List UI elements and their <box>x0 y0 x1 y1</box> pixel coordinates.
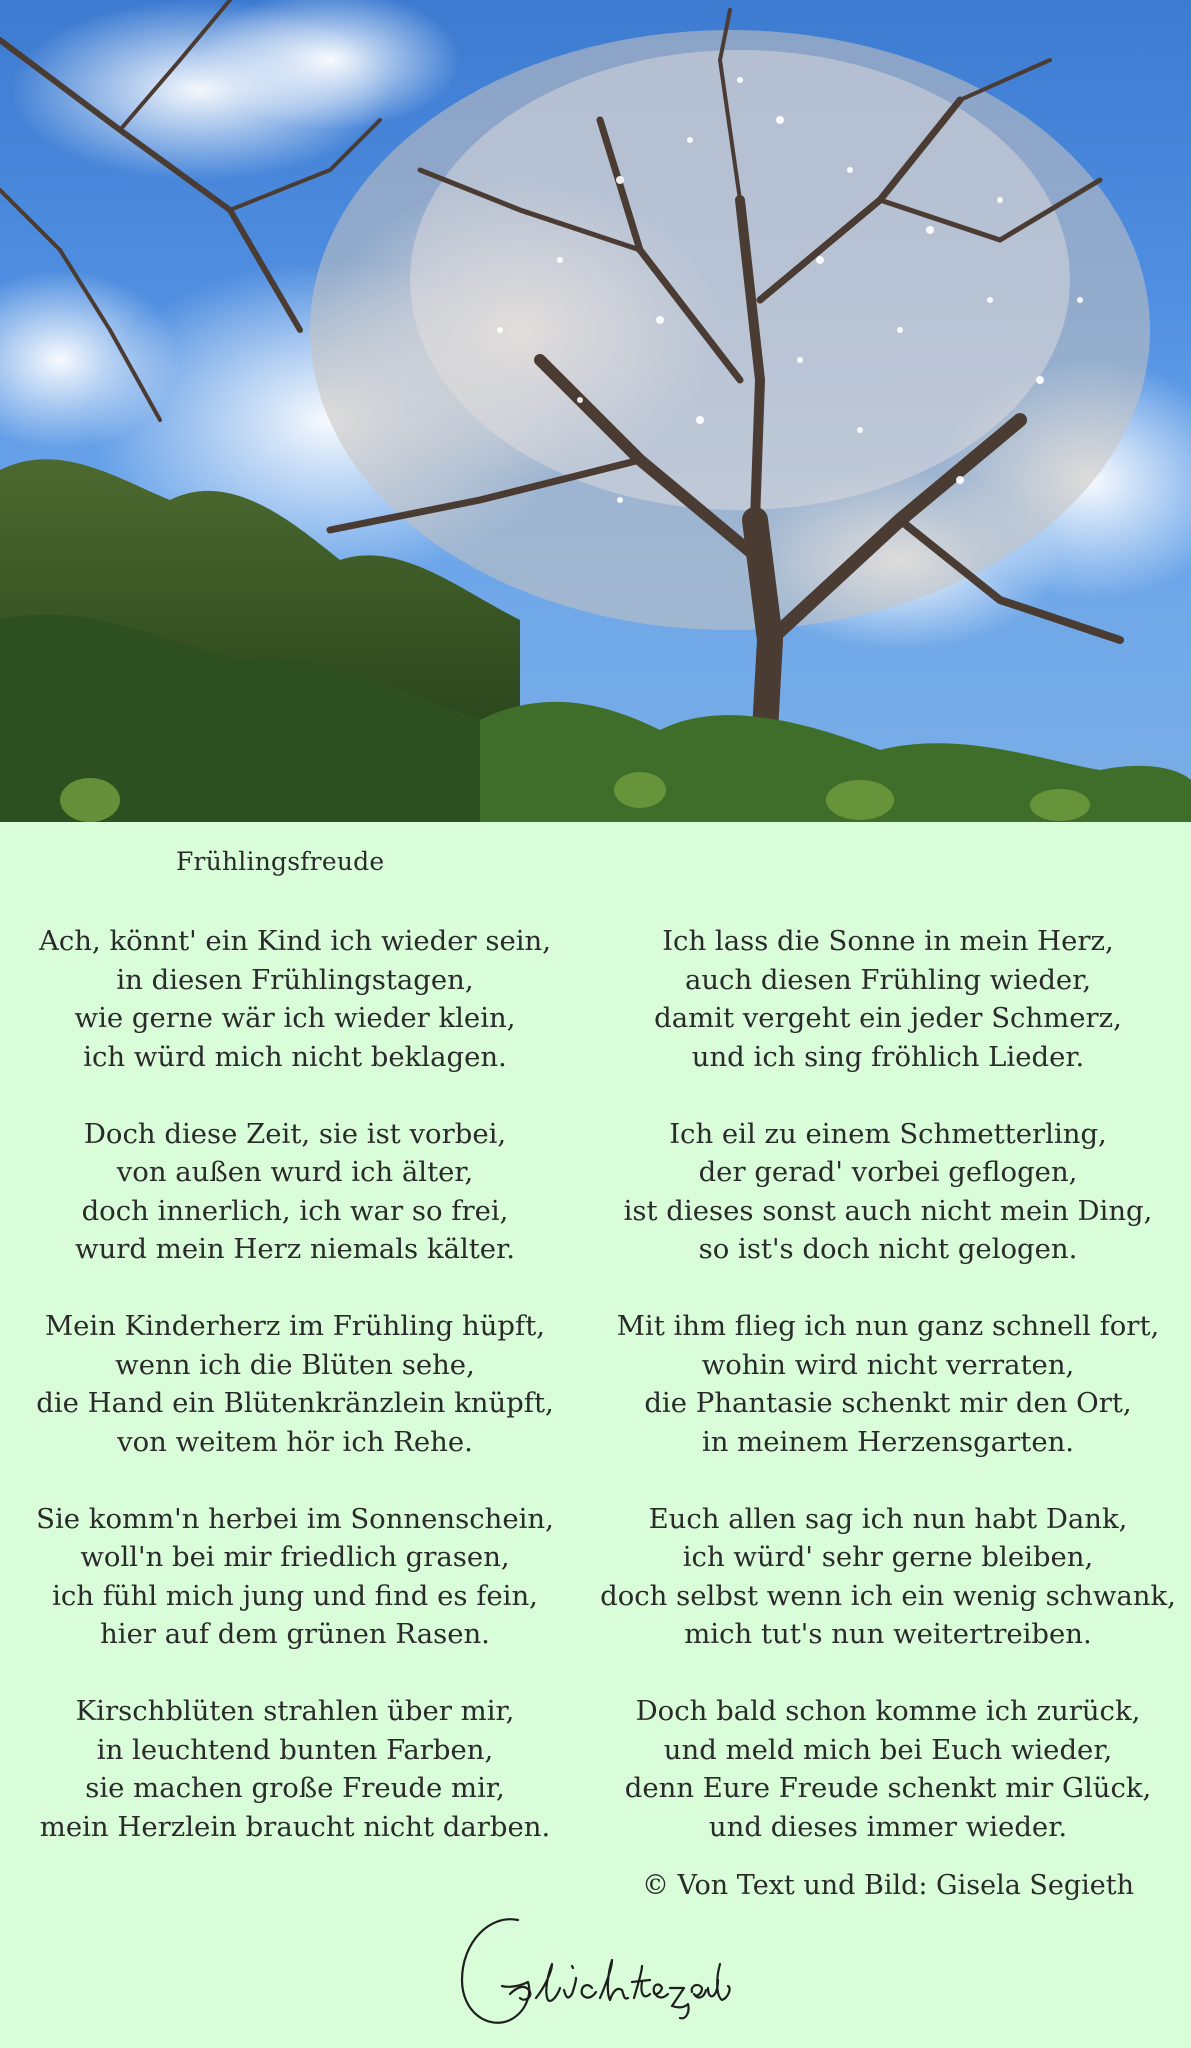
poem-line: und ich sing fröhlich Lieder. <box>691 1040 1085 1073</box>
header-photo <box>0 0 1191 822</box>
poem-line: von außen wurd ich älter, <box>116 1156 474 1188</box>
poem-left-column <box>0 922 590 1885</box>
stanza <box>0 1115 590 1269</box>
poem-line: mich tut's nun weitertreiben. <box>684 1618 1092 1650</box>
poem-line: hier auf dem grünen Rasen. <box>100 1618 490 1650</box>
poem-line: mein Herzlein braucht nicht darben. <box>39 1810 551 1843</box>
poem-line: doch innerlich, ich war so frei, <box>81 1194 509 1227</box>
poem-line: und dieses immer wieder. <box>708 1810 1068 1843</box>
poem-right-column <box>590 922 1186 1885</box>
poem-line: wie gerne wär ich wieder klein, <box>74 1002 516 1034</box>
poem-line: der gerad' vorbei geflogen, <box>698 1156 1078 1188</box>
poem-line: Kirschblüten strahlen über mir, <box>75 1695 515 1727</box>
poem-line: Euch allen sag ich nun habt Dank, <box>648 1502 1128 1535</box>
poem-line: wenn ich die Blüten sehe, <box>115 1348 475 1381</box>
poem-line: Mit ihm flieg ich nun ganz schnell fort, <box>616 1310 1160 1342</box>
poem-line: ist dieses sonst auch nicht mein Ding, <box>623 1194 1153 1227</box>
poem-line: doch selbst wenn ich ein wenig schwank, <box>600 1579 1176 1612</box>
stanza <box>0 922 590 1076</box>
poem-title: Frühlingsfreude <box>176 847 385 876</box>
poem-line: so ist's doch nicht gelogen. <box>698 1233 1078 1265</box>
poem-area <box>0 822 1191 2048</box>
stanza <box>590 922 1186 1076</box>
poem-line: und meld mich bei Euch wieder, <box>663 1733 1113 1766</box>
poem-line: ich würd mich nicht beklagen. <box>83 1040 507 1073</box>
stanza <box>590 1500 1186 1654</box>
stanza <box>0 1307 590 1461</box>
poem-line: in diesen Frühlingstagen, <box>116 963 474 996</box>
stanza <box>0 1692 590 1846</box>
poem-line: woll'n bei mir friedlich grasen, <box>80 1541 510 1573</box>
stanza <box>0 1500 590 1654</box>
stanza <box>590 1115 1186 1269</box>
poem-line: Ich lass die Sonne in mein Herz, <box>662 925 1114 957</box>
stanza <box>590 1307 1186 1461</box>
poem-line: von weitem hör ich Rehe. <box>117 1425 473 1458</box>
poem-line: damit vergeht ein jeder Schmerz, <box>654 1002 1122 1034</box>
poem-line: wurd mein Herz niemals kälter. <box>75 1233 515 1265</box>
poem-line: wohin wird nicht verraten, <box>701 1348 1075 1381</box>
blossoming-tree-photo-icon <box>0 0 1191 822</box>
poem-line: ich fühl mich jung und find es fein, <box>52 1579 538 1612</box>
signature-logo <box>440 1902 740 2042</box>
poem-line: die Hand ein Blütenkränzlein knüpft, <box>36 1387 554 1419</box>
poem-line: Mein Kinderherz im Frühling hüpft, <box>44 1310 546 1342</box>
copyright-notice: © Von Text und Bild: Gisela Segieth <box>641 1870 1135 1901</box>
stanza <box>590 1692 1186 1846</box>
handwritten-signature-icon <box>440 1902 740 2042</box>
poem-line: denn Eure Freude schenkt mir Glück, <box>624 1772 1152 1804</box>
poem-line: Doch bald schon komme ich zurück, <box>635 1695 1141 1727</box>
poem-line: in meinem Herzensgarten. <box>701 1425 1075 1458</box>
poem-line: Sie komm'n herbei im Sonnenschein, <box>36 1502 554 1535</box>
poem-line: in leuchtend bunten Farben, <box>96 1733 494 1766</box>
poem-line: auch diesen Frühling wieder, <box>684 963 1092 996</box>
poem-line: Ach, könnt' ein Kind ich wieder sein, <box>38 925 552 957</box>
poem-line: Ich eil zu einem Schmetterling, <box>669 1117 1107 1150</box>
poem-line: Doch diese Zeit, sie ist vorbei, <box>83 1117 507 1150</box>
poem-line: sie machen große Freude mir, <box>85 1772 505 1804</box>
poem-line: die Phantasie schenkt mir den Ort, <box>644 1387 1132 1419</box>
poem-line: ich würd' sehr gerne bleiben, <box>682 1541 1094 1573</box>
